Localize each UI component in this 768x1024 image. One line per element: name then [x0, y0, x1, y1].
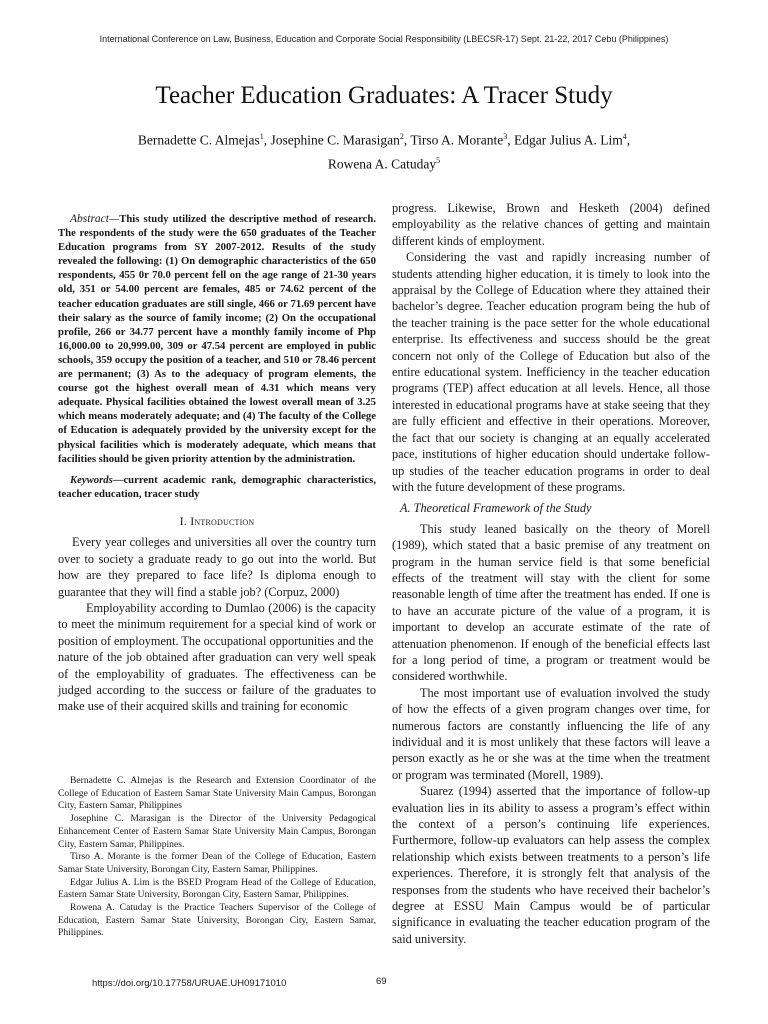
abstract-text: This study utilized the descriptive method of research. The respondents of the study were the 650 graduates of the Teacher Education programs from SY 2007-2012. Results of the study revealed the following: (1) On demographic characteristics of the 650 respondents, 455 0r 70.0 percent fell on the age range of 21-30 years old, 351 or 54.00 percent are females, 485 or 74.62 percent of the teacher education graduates are still single, 466 or 71.69 percent have their salary as the source of family income; (2) On the occupational profile, 266 or 34.77 percent have a monthly family income of Php 16,000.00 to 20,999.00, 309 or 47.54 percent are employed in public schools, 359 occupy the position of a teacher, and 510 or 78.46 percent are permanent; (3) As to the adequacy of program elements, the course got the highest overall mean of 4.31 which means very adequate. Physical facilities obtained the lowest overall mean of 3.25 which means moderately adequate; and (4) The faculty of the College of Education is adequately provided by the university except for the physical facilities which is moderately adequate, which means that facilities should be given priority attention by the administration.	[58, 213, 376, 465]
page-number: 69	[376, 976, 387, 987]
abstract-lead: Abstract—	[70, 213, 120, 225]
keywords-lead: Keywords	[70, 473, 113, 486]
body-paragraph: Considering the vast and rapidly increasing number of students attending higher education, it is timely to look into the appraisal by the College of Education where they attained their bachelor’s degree. Teacher education program being the hub of the teacher training is the pace setter for the whole educational enterprise. Its effectiveness and success should be the great concern not only of the College of Education but also of the entire educational system. Inefficiency in the teacher education programs (TEP) affect education at all levels. Hence, all those interested in educational programs have at stake seeing that they are fully efficient and effective in their operations. Moreover, the fact that our society is changing at an equally accelerated pace, institutions of higher education should undertake follow-up studies of the teacher education programs in order to deal with the future development of these programs.	[392, 250, 710, 494]
paper-title: Teacher Education Graduates: A Tracer Study	[155, 82, 613, 109]
body-paragraph: Suarez (1994) asserted that the importance of follow-up evaluation lies in its ability to assess a program’s effect within the context of a person’s continuing life experiences. Furthermore, follow-up evaluators can help assess the complex relationship which exists between treatments to a person’s life experiences. Therefore, it is strongly felt that analysis of the responses from the students who have received their bachelor’s degree at ESSU Main Campus would be of particular significance in evaluating the teacher education program of the said university.	[392, 784, 710, 946]
footnote: Bernadette C. Almejas is the Research and Extension Coordinator of the College of Education of Eastern Samar State University Main Campus, Borongan City, Eastern Samar, Philippines	[58, 775, 376, 812]
footnote: Josephine C. Marasigan is the Director of the University Pedagogical Enhancement Center of Eastern Samar State University Main Campus, Borongan City, Eastern Samar, Philippines.	[58, 813, 376, 850]
keywords-text: —current academic rank, demographic characteristics, teacher education, tracer study	[58, 473, 376, 500]
author-name: Rowena A. Catuday	[327, 156, 437, 171]
author-name: Edgar Julius A. Lim	[513, 132, 623, 148]
right-column	[392, 200, 710, 947]
author-footnotes	[58, 775, 376, 940]
author-affiliation-mark: 3	[503, 132, 508, 141]
conference-header: International Conference on Law, Business, Education and Corporate Social Responsibility (LBECSR-17) Sept. 21-22, 2017 Cebu (Philippines)	[99, 34, 669, 44]
section-heading	[58, 513, 376, 529]
body-paragraph: This study leaned basically on the theory of Morell (1989), which stated that a basic premise of any treatment on program in the human service field is that some beneficial effects of the treatment will stay with the client for some reasonable length of time after the treatment has ended. If one is to have an accurate picture of the value of a program, it is important to develop an accurate estimate of the rate of attenuation phenomenon. If enough of the beneficial effects last for a long period of time, a program or treatment would be considered worthwhile.	[392, 521, 710, 684]
footnote: Rowena A. Catuday is the Practice Teachers Supervisor of the College of Education, Eastern Samar State University, Borongan City, Eastern Samar, Philippines.	[58, 902, 376, 939]
author-name: Bernadette C. Almejas	[137, 132, 260, 148]
body-paragraph: Employability according to Dumlao (2006) is the capacity to meet the minimum requirement for a special kind of work or position of employment. The occupational opportunities and the	[58, 600, 376, 648]
footnote: Edgar Julius A. Lim is the BSED Program Head of the College of Education, Eastern Samar State University, Borongan City, Eastern Samar, Philippines.	[58, 876, 376, 901]
doi-link[interactable]: https://doi.org/10.17758/URUAE.UH09171010	[92, 978, 287, 989]
body-paragraph: nature of the job obtained after graduation can very well speak of the employability of graduates. The effectiveness can be judged according to the success or failure of the graduates to make use of their acquired skills and training for economic	[58, 650, 376, 714]
author-affiliation-mark: 2	[399, 132, 404, 141]
author-name: Tirso A. Morante	[410, 132, 504, 148]
section-title: Introduction	[190, 513, 255, 528]
abstract	[58, 212, 376, 466]
body-paragraph: progress. Likewise, Brown and Hesketh (2004) defined employability as the relative chances of getting and maintain different kinds of employment.	[392, 201, 710, 248]
body-paragraph: Every year colleges and universities all over the country turn over to society a graduate ready to go out into the world. But how are they prepared to face life? Is diploma enough to guarantee that they will find a stable job? (Corpuz, 2000)	[58, 535, 376, 599]
author-affiliation-mark: 1	[259, 132, 264, 141]
section-number: I.	[179, 513, 188, 528]
author-affiliation-mark: 4	[622, 132, 627, 141]
body-paragraph: The most important use of evaluation involved the study of how the effects of a given program changes over time, for numerous factors are constantly influencing the life of any individual and it is most unlikely that these factors will leave a person exactly as he or she was at the time when the treatment or program was terminated (Morell, 1989).	[392, 685, 710, 782]
footnote: Tirso A. Morante is the former Dean of the College of Education, Eastern Samar State University, Borongan City, Eastern Samar, Philippines.	[58, 851, 376, 875]
author-affiliation-mark: 5	[436, 155, 441, 165]
subsection-heading: A. Theoretical Framework of the Study	[400, 501, 592, 516]
keywords	[58, 473, 376, 501]
left-column	[58, 212, 376, 715]
author-name: Josephine C. Marasigan	[270, 132, 400, 148]
author-list: Bernadette C. Almejas$^1$, Josephine C. Marasigan$^2$, Tirso A. Morante$^3$, Edgar Julius A. Lim$^4$, Rowena A. Catuday$^5$	[137, 132, 631, 171]
